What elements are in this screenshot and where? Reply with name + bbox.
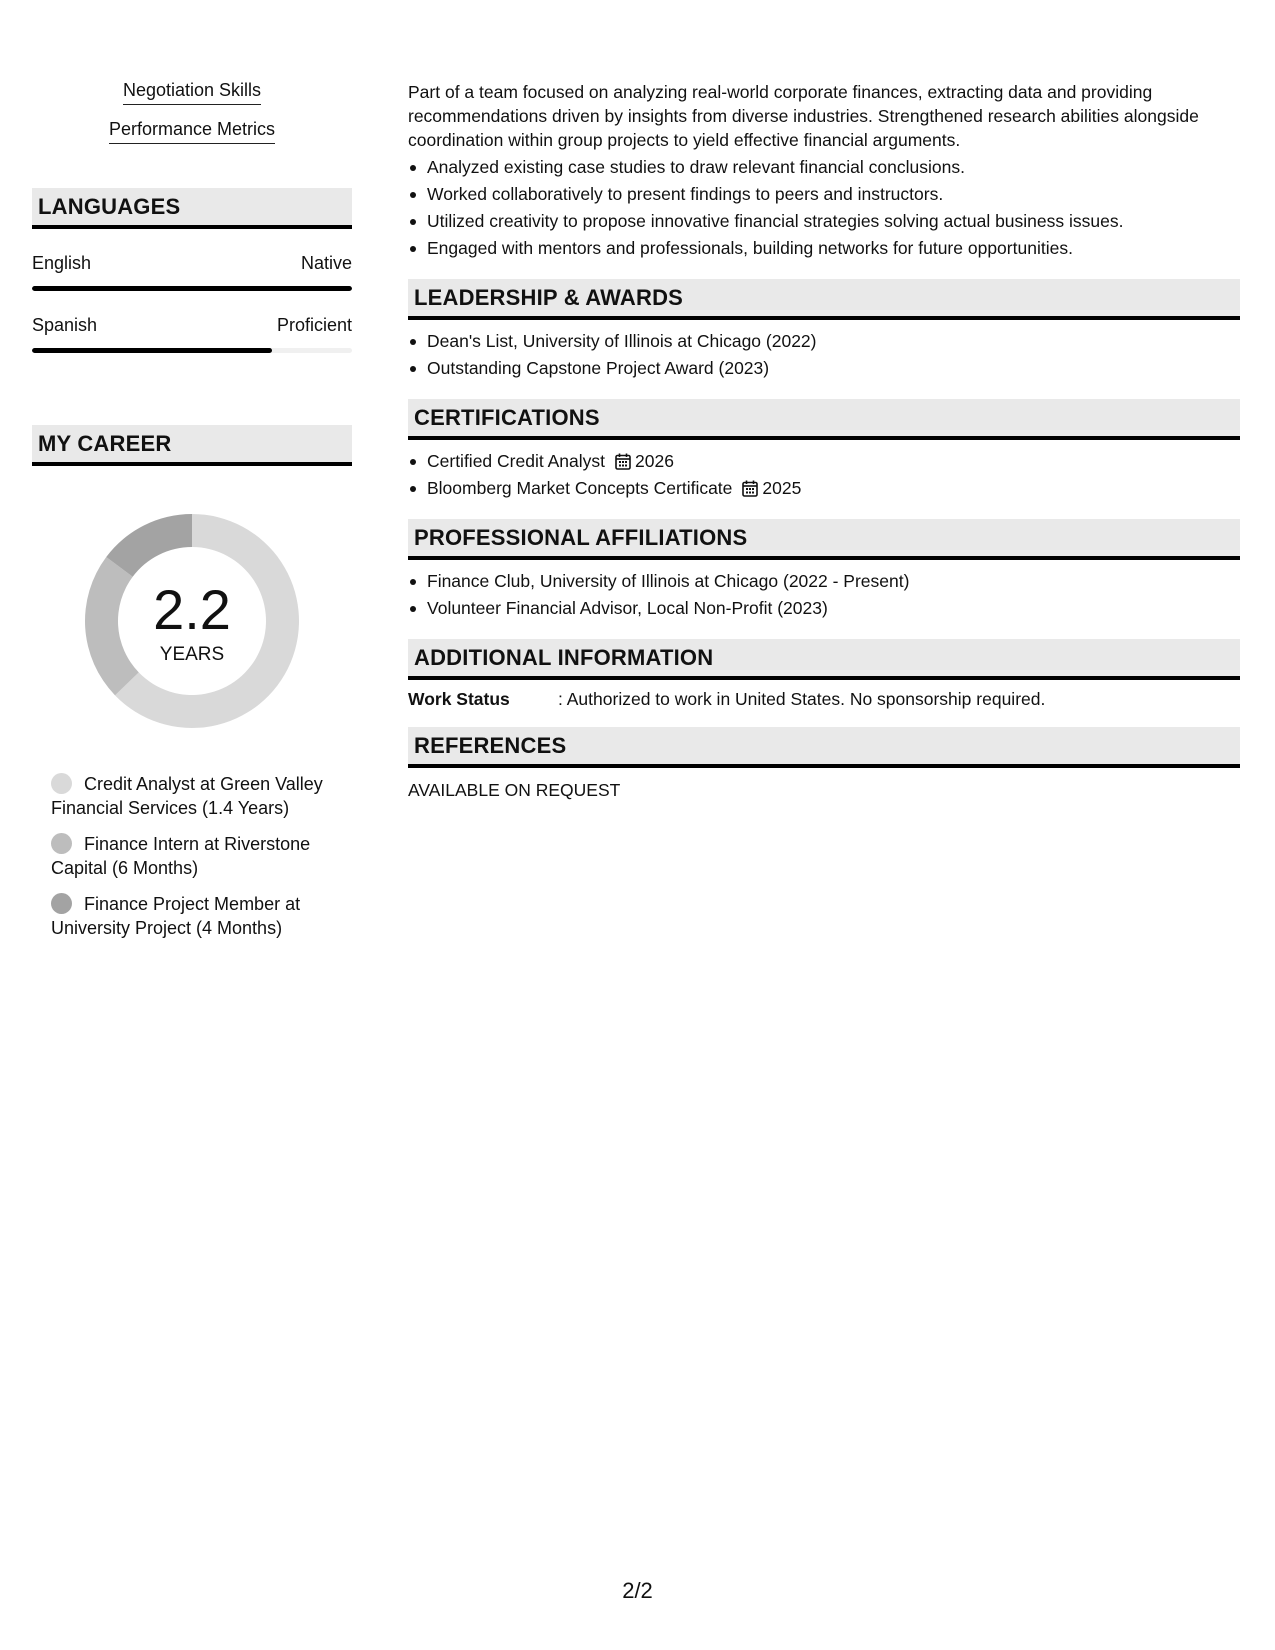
affiliations-section [408,519,1240,622]
language-level: Native [300,253,352,273]
experience-summary: Part of a team focused on analyzing real-world corporate finances, extracting data and providing recommendations driven by insights from diverse industries. Strengthened research abilities alongside coordination within group projects to yield effective financial arguments. [408,82,1199,150]
language-proficiency-fill [32,348,272,353]
certification-year: 2026 [635,451,674,471]
page-number: 2/2 [622,1578,653,1603]
legend-dot [51,773,72,794]
legend-dot [51,893,72,914]
language-proficiency-fill [32,286,352,291]
list-item [408,448,1240,475]
language-item [32,315,352,353]
language-name: Spanish [32,315,98,335]
list-item: Worked collaboratively to present findings to peers and instructors. [408,181,1240,208]
language-name: English [32,253,92,273]
experience-bullets [408,154,1240,262]
certifications-heading: CERTIFICATIONS [408,399,1240,440]
list-item: Volunteer Financial Advisor, Local Non-Profit (2023) [408,595,1240,622]
language-level: Proficient [276,315,352,335]
calendar-icon [615,453,631,470]
legend-dot [51,833,72,854]
references-text: AVAILABLE ON REQUEST [408,780,621,800]
career-legend-item: Finance Intern at Riverstone Capital (6 Months) [51,834,311,878]
career-legend-item: Credit Analyst at Green Valley Financial Services (1.4 Years) [51,774,323,818]
right-column [408,80,1240,801]
language-proficiency-bar [32,348,352,353]
list-item: Analyzed existing case studies to draw relevant financial conclusions. [408,154,1240,181]
career-donut-chart [32,508,352,734]
language-item [32,253,352,291]
career-legend-item: Finance Project Member at University Project (4 Months) [51,894,301,938]
languages-heading: LANGUAGES [32,188,352,229]
additional-info-heading: ADDITIONAL INFORMATION [408,639,1240,680]
additional-info-section [408,639,1240,710]
leadership-section [408,279,1240,382]
list-item: Engaged with mentors and professionals, building networks for future opportunities. [408,235,1240,262]
certification-name: Certified Credit Analyst [427,451,605,471]
leadership-heading: LEADERSHIP & AWARDS [408,279,1240,320]
certification-name: Bloomberg Market Concepts Certificate [427,478,733,498]
references-heading: REFERENCES [408,727,1240,768]
skill-tag: Negotiation Skills [32,80,352,105]
list-item: Finance Club, University of Illinois at Chicago (2022 - Present) [408,568,1240,595]
references-section [408,727,1240,801]
career-heading: MY CAREER [32,425,352,466]
list-item: Outstanding Capstone Project Award (2023) [408,355,1240,382]
skill-tag: Performance Metrics [32,119,352,144]
affiliations-heading: PROFESSIONAL AFFILIATIONS [408,519,1240,560]
career-legend [32,772,332,940]
career-total-years: 2.2 [153,578,231,641]
language-proficiency-bar [32,286,352,291]
list-item: Utilized creativity to propose innovative financial strategies solving actual business issues. [408,208,1240,235]
left-column [32,80,352,952]
certification-year: 2025 [762,478,802,498]
career-years-label: YEARS [159,644,225,665]
calendar-icon [742,480,758,497]
list-item: Dean's List, University of Illinois at Chicago (2022) [408,328,1240,355]
work-status-value: : Authorized to work in United States. No sponsorship required. [558,689,1046,709]
list-item [408,475,1240,502]
work-status-key: Work Status [408,689,510,709]
certifications-section [408,399,1240,502]
